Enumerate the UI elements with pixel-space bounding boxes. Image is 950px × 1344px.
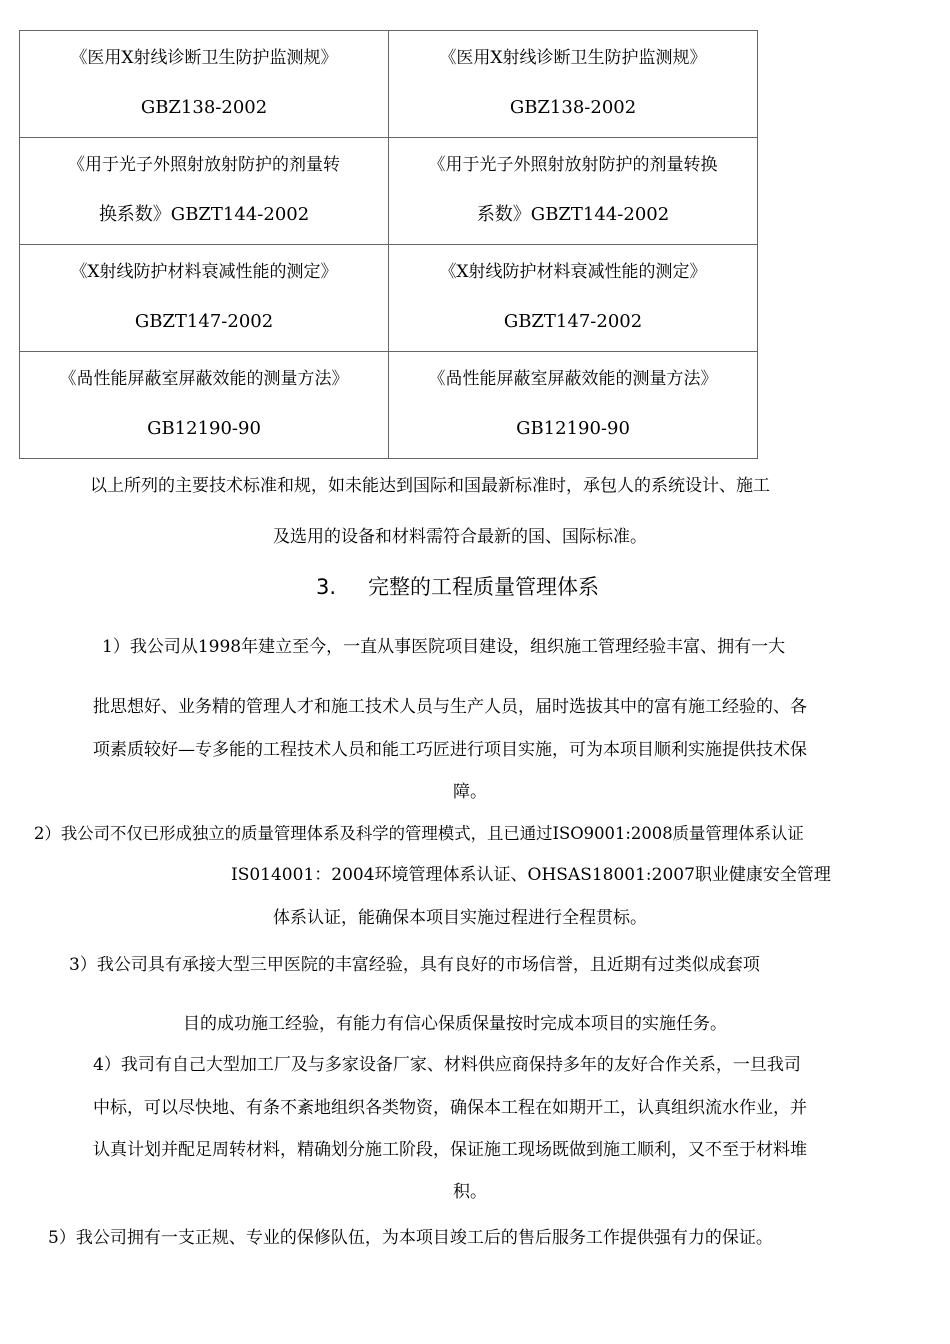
table-row — [20, 31, 758, 138]
standard-code: 换系数》GBZT144-2002 — [98, 204, 310, 225]
table-cell — [20, 245, 389, 352]
paragraph-line: 中标，可以尽快地、有条不紊地组织各类物资，确保本工程在如期开工，认真组织流水作业，并 — [93, 1098, 807, 1118]
standard-title: 《X射线防护材料衰减性能的测定》 — [70, 262, 338, 282]
paragraph-line: 2）我公司不仅已形成独立的质量管理体系及科学的管理模式，且已通过ISO9001:2008质量管理体系认证 — [34, 824, 804, 843]
standard-code: GBZT147-2002 — [134, 311, 274, 332]
table-row — [20, 138, 758, 245]
standards-table — [19, 30, 758, 459]
paragraph-line: IS014001：2004环境管理体系认证、OHSAS18001:2007职业健康安全管理 — [231, 865, 831, 885]
standard-code: GB12190-90 — [147, 418, 261, 439]
paragraph-line: 4）我司有自己大型加工厂及与多家设备厂家、材料供应商保持多年的友好合作关系，一旦我司 — [93, 1055, 801, 1075]
section-heading — [316, 574, 599, 600]
table-row — [20, 352, 758, 459]
paragraph-line: 体系认证，能确保本项目实施过程进行全程贯标。 — [273, 908, 647, 928]
paragraph-line: 批思想好、业务精的管理人才和施工技术人员与生产人员，届时选拔其中的富有施工经验的、各 — [93, 697, 807, 717]
paragraph-line: 1）我公司从1998年建立至今，一直从事医院项目建设，组织施工管理经验丰富、拥有一大 — [102, 637, 786, 657]
section-number: 3. — [316, 575, 337, 599]
table-cell — [389, 352, 758, 459]
table-cell — [20, 352, 389, 459]
table-cell — [389, 245, 758, 352]
standard-title: 《医用X射线诊断卫生防护监测规》 — [70, 48, 338, 68]
intro-line: 以上所列的主要技术标准和规，如未能达到国际和国最新标准时，承包人的系统设计、施工 — [90, 476, 770, 496]
standard-code: GBZT147-2002 — [503, 311, 643, 332]
standard-code: 系数》GBZT144-2002 — [476, 204, 670, 225]
paragraph-line: 障。 — [453, 782, 487, 802]
paragraph-line: 目的成功施工经验，有能力有信心保质保量按时完成本项目的实施任务。 — [183, 1014, 727, 1034]
section-title: 完整的工程质量管理体系 — [368, 575, 599, 599]
paragraph-line: 项素质较好—专多能的工程技术人员和能工巧匠进行项目实施，可为本项目顺利实施提供技术保 — [93, 740, 807, 760]
paragraph-line: 积。 — [453, 1182, 487, 1202]
standard-title: 《医用X射线诊断卫生防护监测规》 — [439, 48, 707, 68]
table-cell — [20, 31, 389, 138]
standard-code: GB12190-90 — [516, 418, 630, 439]
standard-title: 《X射线防护材料衰减性能的测定》 — [439, 262, 707, 282]
table-row — [20, 245, 758, 352]
standard-code: GBZ138-2002 — [140, 97, 268, 118]
standard-code: GBZ138-2002 — [509, 97, 637, 118]
standard-title: 《用于光子外照射放射防护的剂量转 — [68, 155, 340, 175]
table-cell — [389, 31, 758, 138]
standard-title: 《咼性能屏蔽室屏蔽效能的测量方法》 — [59, 369, 349, 389]
paragraph-line: 认真计划并配足周转材料，精确划分施工阶段，保证施工现场既做到施工顺利，又不至于材料堆 — [93, 1140, 807, 1160]
table-cell — [389, 138, 758, 245]
paragraph-line: 3）我公司具有承接大型三甲医院的丰富经验，具有良好的市场信誉，且近期有过类似成套项 — [69, 955, 760, 975]
table-cell — [20, 138, 389, 245]
paragraph-line: 5）我公司拥有一支正规、专业的保修队伍，为本项目竣工后的售后服务工作提供强有力的保证。 — [48, 1228, 773, 1248]
intro-line: 及选用的设备和材料需符合最新的国、国际标准。 — [273, 527, 647, 547]
standard-title: 《咼性能屏蔽室屏蔽效能的测量方法》 — [428, 369, 718, 389]
standard-title: 《用于光子外照射放射防护的剂量转换 — [428, 155, 718, 175]
